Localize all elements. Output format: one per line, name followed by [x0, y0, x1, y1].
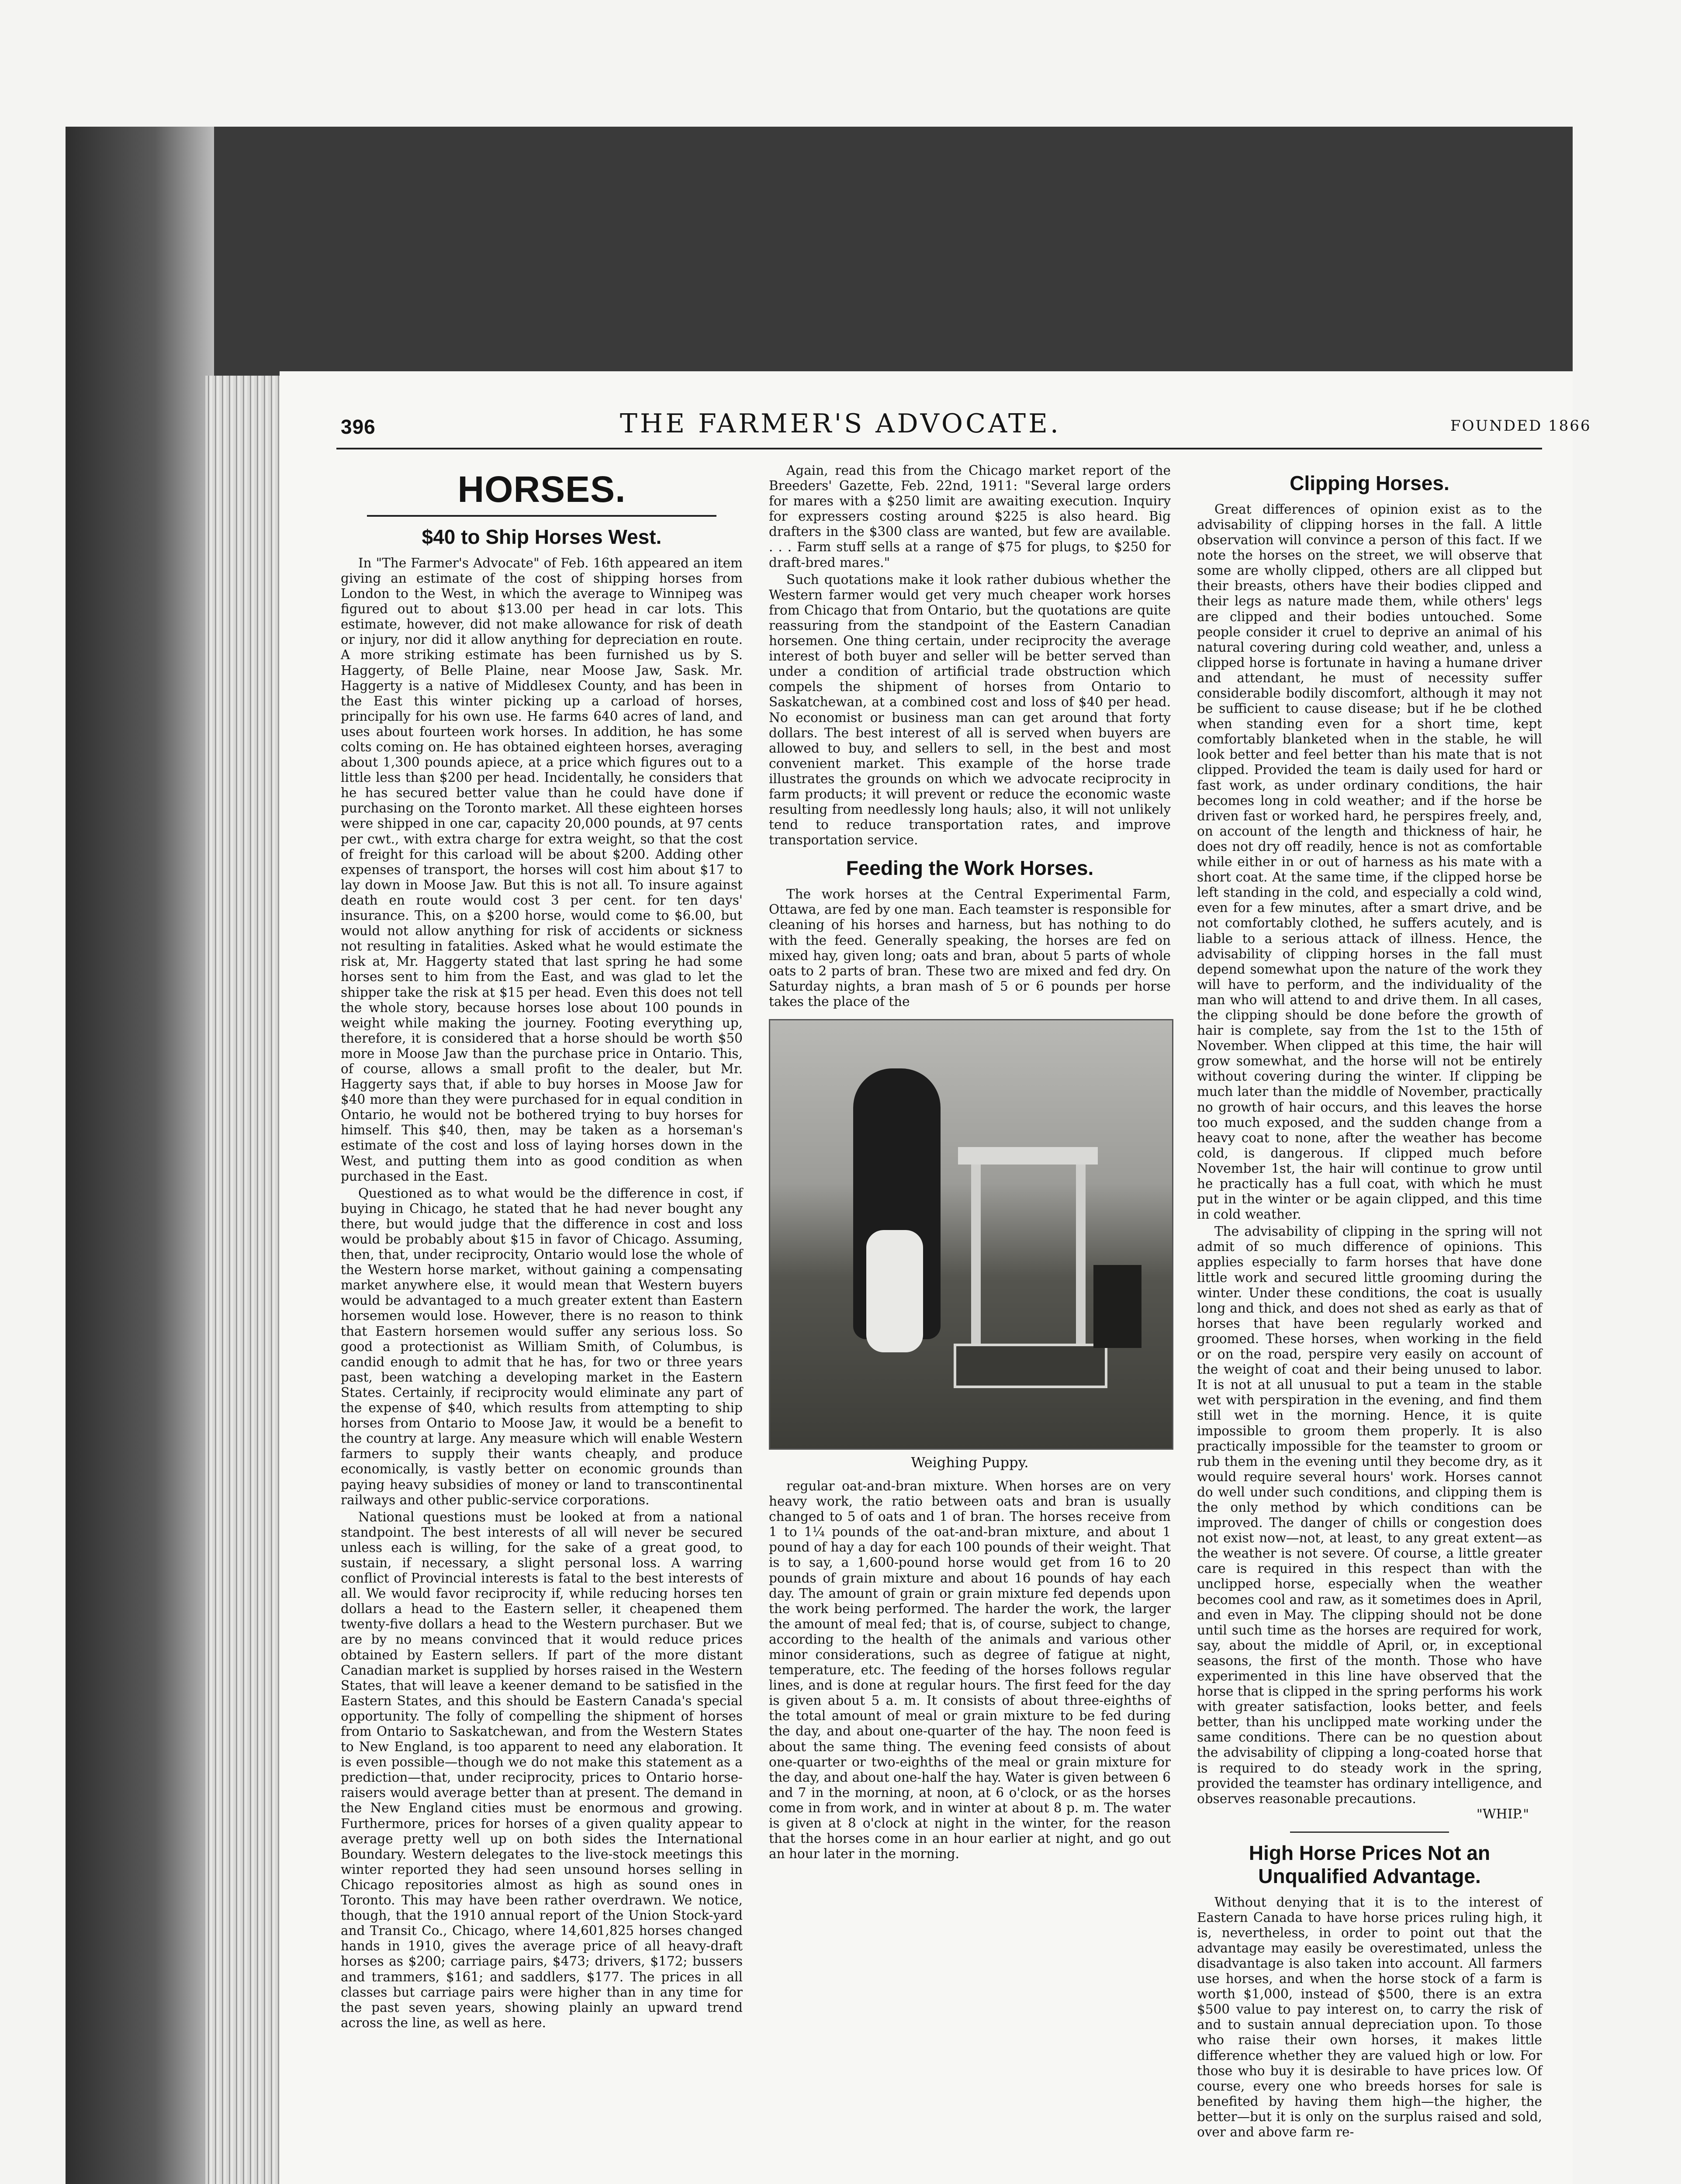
clipping-paragraph-2: The advisability of clipping in the spring will not admit of so much difference of opinions. This applies especially to farm horses that have done little work and secured little grooming during the winter. Under these conditions, the coat is usually long and thick, and does not shed as early as that of horses that have been regularly worked and groomed. These horses, when working in the field or on the road, perspire very easily on account of the weight of coat and their being unused to labor. It is not at all unusual to put a team in the stable wet with perspiration in the evening, and find them still wet in the morning. Hence, it is quite impossible to groom them properly. It is also practically impossible for the teamster to groom or rub them in the evening until they become dry, as it would require several hours' work. Horses cannot do well under such conditions, and clipping them is the only method by which conditions can be improved. The danger of chills or congestion does not exist now—not, at least, to any great extent—as the weather is not severe. Of course, a little greater care is required in this respect than with the unclipped horse, especially when the weather becomes cool and raw, as it sometimes does in April, and even in May. The clipping should not be done until such time as the horses are required for work, say, about the middle of April, or, in exceptional seasons, the first of the month. Those who have experimented in this line have observed that the horse that is clipped in the spring performs his work with greater satisfaction, looks better, and feels better, than his unclipped mate working under the same conditions. There can be no question about the advisability of clipping a long-coated horse that is required to do steady work in the spring, provided the teamster has ordinary intelligence, and observes reasonable precautions. [1197, 1224, 1542, 1806]
ship-paragraph-4: Again, read this from the Chicago market report of the Breeders' Gazette, Feb. 22nd, 1911: "Several large orders for mares with a $250 limit are awaiting execution. Inquiry for expressers costing around $225 is also heard. Big drafters in the $300 class are wanted, but few are available. . . . Farm stuff sells at a range of $75 for plugs, to $250 for draft-bred mares." [769, 463, 1171, 570]
founded-label: FOUNDED 1866 [1450, 417, 1591, 435]
article-title-feeding: Feeding the Work Horses. [846, 857, 1094, 880]
clipping-signature: "WHIP." [1476, 1806, 1529, 1822]
article-divider [1290, 1832, 1449, 1833]
photo-puppy [866, 1230, 923, 1352]
photo-weighing-puppy [769, 1019, 1173, 1450]
figure-caption: Weighing Puppy. [911, 1454, 1029, 1471]
column-1 [341, 463, 743, 2031]
publication-title: THE FARMER'S ADVOCATE. [620, 408, 1061, 439]
page-edges [205, 376, 280, 2184]
clipping-paragraph-1: Great differences of opinion exist as to the advisability of clipping horses in the fall. A little observation will convince a person of this fact. If we note the horses on the street, we will observe that some are wholly clipped, others are all clipped but their breasts, others have their bodies clipped and their legs as nature made them, while others' legs are clipped and their bodies untouched. Some people consider it cruel to deprive an animal of his natural covering during cold weather, and, unless a clipped horse is fortunate in having a humane driver and attendant, he must of necessity suffer considerable bodily discomfort, although it may not be sufficient to cause disease; but if he be clothed when standing even for a short time, kept comfortably blanketed when in the stable, he will look better and feel better than his mate that is not clipped. Provided the team is daily used for hard or fast work, as under ordinary conditions, the hair becomes long in cold weather; and if the horse be driven fast or worked hard, he perspires freely, and, on account of the length and thickness of hair, he does not dry off readily, hence is not as comfortable while either in or out of harness as his mate with a short coat. At the same time, if the clipped horse be left standing in the cold, and especially a cold wind, even for a few minutes, after a smart drive, and be not comfortably clothed, he suffers acutely, and is liable to a serious attack of illness. Hence, the advisability of clipping horses in the fall must depend somewhat upon the nature of the work they will have to perform, and the individuality of the man who will attend to and drive them. In all cases, the clipping should be done before the growth of hair is complete, say from the 1st to the 15th of November. When clipped at this time, the hair will grow somewhat, and the horse will not be entirely without covering during the winter. If clipping be much later than the middle of November, practically no growth of hair occurs, and this leaves the horse too much exposed, and the sudden change from a heavy coat to none, after the weather has become cold, is dangerous. If clipped much before November 1st, the hair will continue to grow until he practically has a full coat, with which he must put in the winter or be again clipped, and this time in cold weather. [1197, 501, 1542, 1222]
page-number: 396 [341, 415, 376, 438]
prices-paragraph-1: Without denying that it is to the interest of Eastern Canada to have horse prices ruling high, it is, nevertheless, in order to point out that the advantage may easily be overestimated, unless the disadvantage is also taken into account. All farmers use horses, and when the horse stock of a farm is worth $1,000, instead of $500, there is an extra $500 value to pay interest on, to carry the risk of and to sustain annual depreciation upon. To those who raise their own horses, it makes little difference whether they are valued high or low. For those who buy it is desirable to have prices low. Of course, every one who breeds horses for sale is benefited by having them high—the higher, the better—but it is only on the surplus raised and sold, over and above farm re- [1197, 1894, 1542, 2140]
article-title-prices: High Horse Prices Not an Unqualified Advantage. [1249, 1841, 1491, 1887]
ship-paragraph-3: National questions must be looked at from a national standpoint. The best interests of all will never be secured unless each is willing, for the sake of a great good, to sustain, if necessary, a slight personal loss. A warring conflict of Provincial interests is fatal to the best interests of all. We would favor reciprocity if, while reducing horses ten dollars a head to the Eastern seller, it cheapened them twenty-five dollars a head to the Western purchaser. But we are by no means convinced that it would reduce prices obtained by Eastern sellers. If part of the more distant Canadian market is supplied by horses raised in the Western States, that will leave a keener demand to be satisfied in the Eastern States, and this should be Eastern Canada's special opportunity. The folly of compelling the shipment of horses from Ontario to Saskatchewan, and from the Western States to New England, is too apparent to need any elaboration. It is even possible—though we do not make this statement as a prediction—that, under reciprocity, prices to Ontario horse-raisers would average better than at present. The demand in the New England cities must be enormous and growing. Furthermore, prices for horses of a given quality appear to average pretty well up on both sides the International Boundary. Western delegates to the live-stock meetings this winter reported they had seen unsound horses selling in Chicago repositories almost as high as sound ones in Toronto. This may have been rather overdrawn. We notice, though, that the 1910 annual report of the Union Stock-yard and Transit Co., Chicago, where 14,601,825 horses changed hands in 1910, gives the average price of all heavy-draft horses as $200; carriage pairs, $473; drivers, $172; bussers and trammers, $161; and saddlers, $177. The prices in all classes but carriage pairs were higher than in any time for the past seven years, showing plainly an upward trend across the line, as well as here. [341, 1509, 743, 2030]
section-rule [367, 515, 716, 517]
ship-paragraph-5: Such quotations make it look rather dubious whether the Western farmer would get very much cheaper work horses from Chicago that from Ontario, but the quotations are quite reassuring from the standpoint of the Eastern Canadian horsemen. One thing certain, under reciprocity the average interest of both buyer and seller will be better served than under a condition of artificial trade obstruction which compels the shipment of horses from Ontario to Saskatchewan, at a combined cost and loss of $40 per head. No economist or business man can get around that forty dollars. The best interest of all is served when buyers are allowed to buy, and sellers to sell, in the best and most convenient market. This example of the horse trade illustrates the grounds on which we advocate reciprocity in farm products; it will prevent or reduce the economic waste resulting from needlessly long hauls; also, it will not unlikely tend to reduce transportation rates, and improve transportation service. [769, 572, 1171, 848]
column-2 [769, 463, 1171, 1862]
photo-scale-leg [971, 1165, 981, 1348]
section-heading: HORSES. [457, 469, 626, 510]
feeding-paragraph-2: regular oat-and-bran mixture. When horses are on very heavy work, the ratio between oats and bran is usually changed to 5 of oats and 1 of bran. The horses receive from 1 to 1¼ pounds of the oat-and-bran mixture, and about 1 pound of hay a day for each 100 pounds of their weight. That is to say, a 1,600-pound horse would get from 16 to 20 pounds of grain mixture and about 16 pounds of hay each day. The amount of grain or grain mixture fed depends upon the work being performed. The harder the work, the larger the amount of meal fed; that is, of course, subject to change, according to the health of the animals and various other minor considerations, such as degree of fatigue at night, temperature, etc. The feeding of the horses follows regular lines, and is done at regular hours. The first feed for the day is given about 5 a. m. It consists of about three-eighths of the total amount of meal or grain mixture to be fed during the day, and about one-quarter of the hay. The noon feed is about the same thing. The evening feed consists of about one-quarter or two-eighths of the meal or grain mixture for the day, and about one-half the hay. Water is given between 6 and 7 in the morning, at noon, at 6 o'clock, or as the horses come in from work, and in winter at about 8 p. m. The water is given at 8 o'clock at night in the winter, for the reason that the horses come in an hour earlier at night, and go out an hour later in the morning. [769, 1478, 1171, 1862]
column-3 [1197, 463, 1542, 2140]
photo-crate [1093, 1265, 1141, 1348]
ship-paragraph-2: Questioned as to what would be the difference in cost, if buying in Chicago, he stated that he had never bought any there, but would judge that the difference in cost and loss would be probably about $15 in favor of Chicago. Assuming, then, that, under reciprocity, Ontario would lose the whole of the Western horse market, without gaining a compensating market anywhere else, it would mean that Western buyers would be advantaged to a much greater extent than Eastern horsemen would lose. However, there is no reason to think that Eastern horsemen would suffer any serious loss. So good a protectionist as William Smith, of Columbus, is candid enough to admit that he has, for two or three years past, been watching a developing market in the Eastern States. Certainly, if reciprocity would eliminate any part of the expense of $40, which results from attempting to ship horses from Ontario to Moose Jaw, it would be a benefit to the country at large. Any measure which will enable Western farmers to supply their wants cheaply, and produce economically, is vastly better on economic grounds than paying heavy subsidies of money or land to transcontinental railways and other public-service corporations. [341, 1185, 743, 1507]
ship-paragraph-1: In "The Farmer's Advocate" of Feb. 16th appeared an item giving an estimate of the cost of shipping horses from London to the West, in which the average to Winnipeg was figured out to about $13.00 per head in car lots. This estimate, however, did not make allowance for risk of death or injury, nor did it allow anything for depreciation en route. A more striking estimate has been furnished us by S. Haggerty, of Belle Plaine, near Moose Jaw, Sask. Mr. Haggerty is a native of Middlesex County, and has been in the East this winter picking up a carload of horses, principally for his own use. He farms 640 acres of land, and uses about fourteen work horses. In addition, he has some colts coming on. He has obtained eighteen horses, averaging about 1,300 pounds apiece, at a price which figures out to a little less than $200 per head. Incidentally, he considers that he has secured better value than he could have done if purchasing on the Toronto market. All these eighteen horses were shipped in one car, capacity 20,000 pounds, at 97 cents per cwt., with extra charge for extra weight, so that the cost of freight for this carload will be about $200. Adding other expenses of transport, the horses will cost him about $17 to lay down in Moose Jaw. But this is not all. To insure against death en route would cost 3 per cent. for ten days' insurance. This, on a $200 horse, would come to $6.00, but would not allow anything for risk of accidents or sickness not resulting in fatalities. Asked what he would estimate the risk at, Mr. Haggerty stated that last spring he had some horses sent to him from the East, and was glad to let the shipper take the risk at $15 per head. Even this does not tell the whole story, because horses lose about 100 pounds in weight while making the journey. Footing everything up, therefore, it is considered that a horse should be worth $50 more in Moose Jaw than the purchase price in Ontario. This, of course, allows a small profit to the dealer, but Mr. Haggerty says that, if able to buy horses in Moose Jaw for $40 more than they were purchased for in equal condition in Ontario, he would not be bothered trying to buy horses for himself. This $40, then, may be taken as a horseman's estimate of the cost and loss of laying horses down in the West, and putting them into as good condition as when purchased in the East. [341, 555, 743, 1184]
article-title-ship: $40 to Ship Horses West. [422, 525, 662, 548]
article-title-clipping: Clipping Horses. [1290, 472, 1449, 494]
photo-scale-leg [1076, 1165, 1086, 1348]
photo-scale-base [954, 1344, 1107, 1388]
feeding-paragraph-1: The work horses at the Central Experimental Farm, Ottawa, are fed by one man. Each teamster is responsible for cleaning of his horses and harness, but has nothing to do with the feed. Generally speaking, the horses are fed on mixed hay, given long; oats and bran, about 5 parts of whole oats to 2 parts of bran. These two are mixed and fed dry. On Saturday nights, a bran mash of 5 or 6 pounds per horse takes the place of the [769, 887, 1171, 1009]
photo-scale-platform [958, 1147, 1098, 1165]
header-rule [336, 448, 1542, 449]
